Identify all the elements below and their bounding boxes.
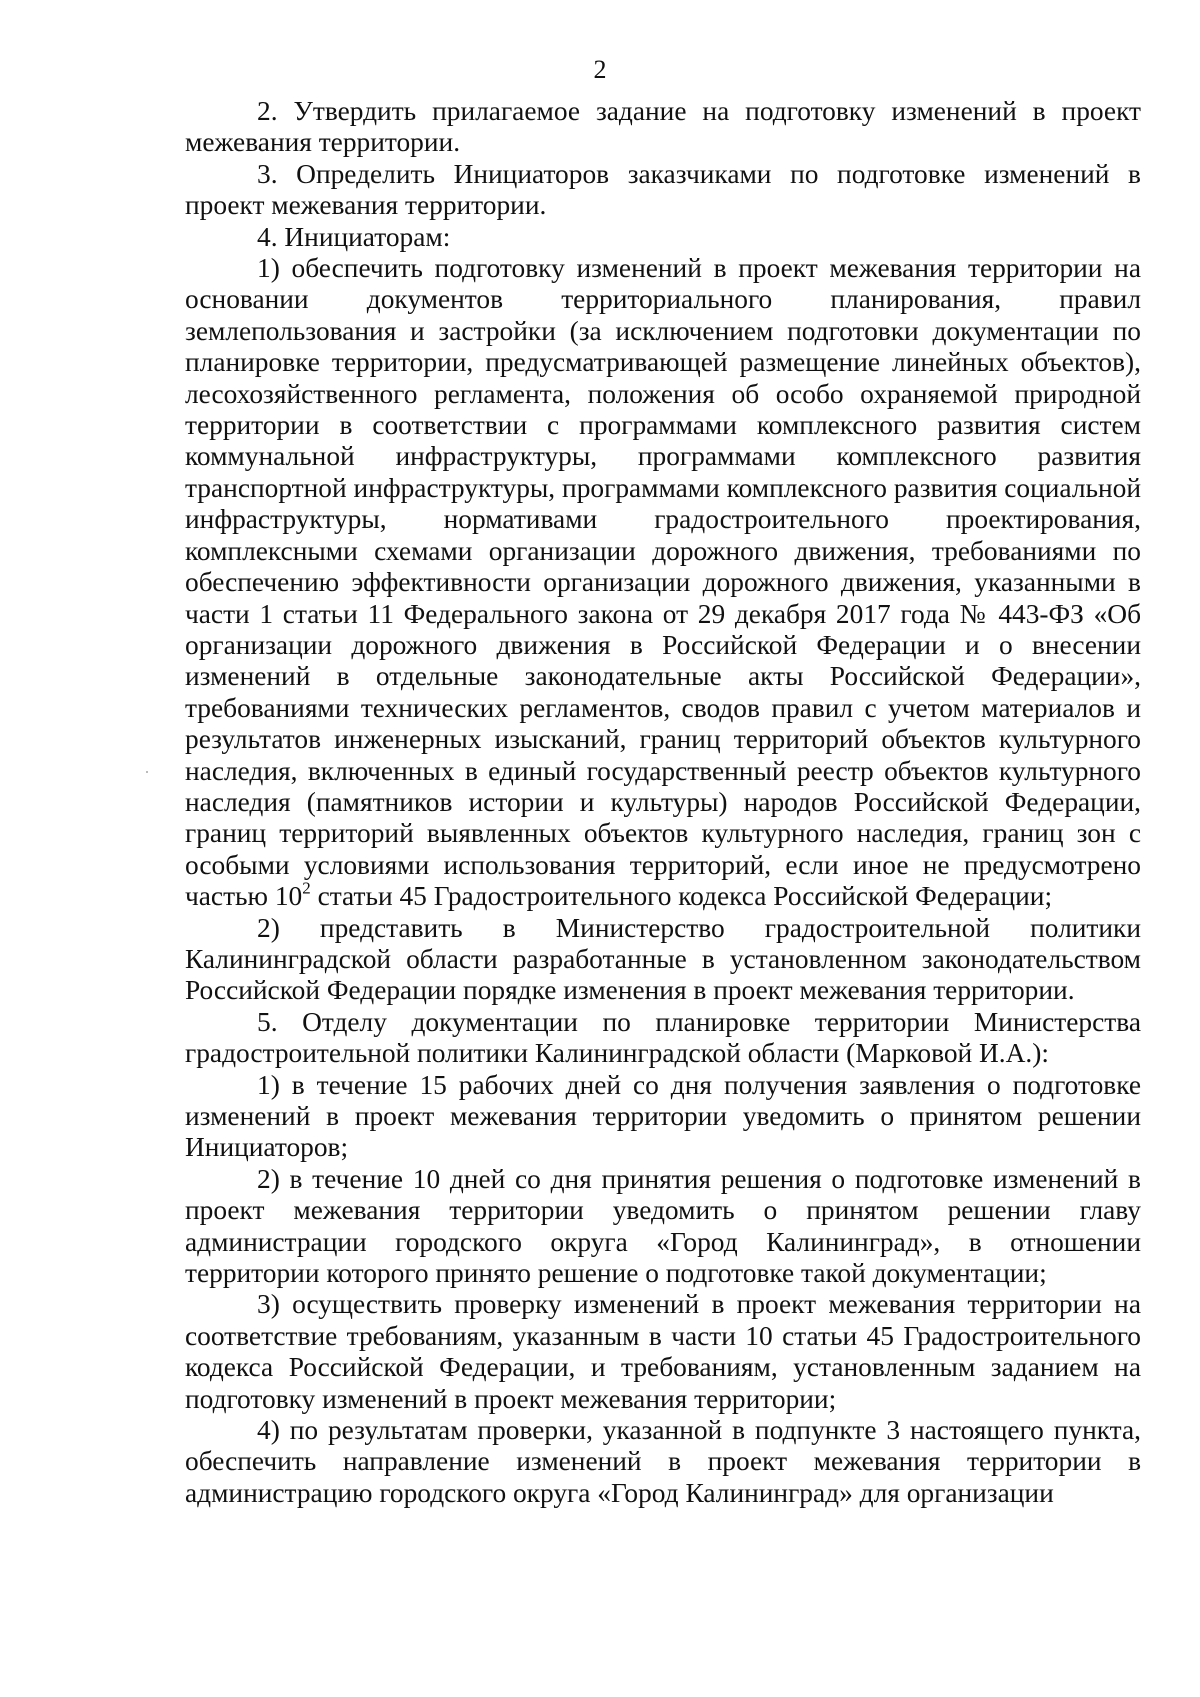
- paragraph-text: статьи 45 Градостроительного кодекса Российской Федерации;: [310, 881, 1053, 912]
- scan-artifact: [146, 771, 148, 773]
- page-number: 2: [593, 55, 607, 84]
- paragraph-item-5-1: 1) в течение 15 рабочих дней со дня получения заявления о подготовке изменений в проект межевания территории уведомить о принятом решении Инициаторов;: [185, 1069, 1141, 1163]
- paragraph-item-5-4: 4) по результатам проверки, указанной в подпункте 3 настоящего пункта, обеспечить направление изменений в проект межевания территории в администрацию городского округа «Город Калининград» для организации: [185, 1415, 1141, 1508]
- paragraph-item-4-1: [185, 253, 1141, 913]
- paragraph-item-4-2: 2) представить в Министерство градостроительной политики Калининградской области разработанные в установленном законодательством Российской Федерации порядке изменения в проект межевания территории.: [185, 912, 1141, 1006]
- paragraph-item-2: 2. Утвердить прилагаемое задание на подготовку изменений в проект межевания территории.: [185, 96, 1141, 158]
- paragraph-item-4: 4. Инициаторам:: [257, 221, 451, 252]
- paragraph-item-5: 5. Отделу документации по планировке территории Министерства градостроительной политики Калининградской области (Марковой И.А.):: [185, 1006, 1141, 1069]
- superscript: 2: [302, 878, 311, 898]
- paragraph-item-5-2: 2) в течение 10 дней со дня принятия решения о подготовке изменений в проект межевания территории уведомить о принятом решении главу администрации городского округа «Город Калининград», в отношении территории которого принято решение о подготовке такой документации;: [185, 1163, 1141, 1289]
- paragraph-text: 1) обеспечить подготовку изменений в проект межевания территории на основании документов территориального планирования, правил землепользования и застройки (за исключением подготовки документации по планировке территории, предусматривающей размещение линейных объектов), лесохозяйственного регламента, положения об особо охраняемой природной территории в соответствии с программами комплексного развития систем коммунальной инфраструктуры, программами комплексного развития транспортной инфраструктуры, программами комплексного развития социальной инфраструктуры, нормативами градостроительного проектирования, комплексными схемами организации дорожного движения, требованиями по обеспечению эффективности организации дорожного движения, указанными в части 1 статьи 11 Федерального закона от 29 декабря 2017 года № 443-ФЗ «Об организации дорожного движения в Российской Федерации и о внесении изменений в отдельные законодательные акты Российской Федерации», требованиями технических регламентов, сводов правил с учетом материалов и результатов инженерных изысканий, границ территорий объектов культурного наследия, включенных в единый государственный реестр объектов культурного наследия (памятников истории и культуры) народов Российской Федерации, границ территорий выявленных объектов культурного наследия, границ зон с особыми условиями использования территорий, если иное не предусмотрено частью 10: [185, 253, 1141, 912]
- document-body: [185, 96, 1141, 1509]
- paragraph-item-3: 3. Определить Инициаторов заказчиками по подготовке изменений в проект межевания территории.: [185, 158, 1141, 221]
- paragraph-item-5-3: 3) осуществить проверку изменений в проект межевания территории на соответствие требованиям, указанным в части 10 статьи 45 Градостроительного кодекса Российской Федерации, и требованиям, установленным заданием на подготовку изменений в проект межевания территории;: [185, 1289, 1141, 1414]
